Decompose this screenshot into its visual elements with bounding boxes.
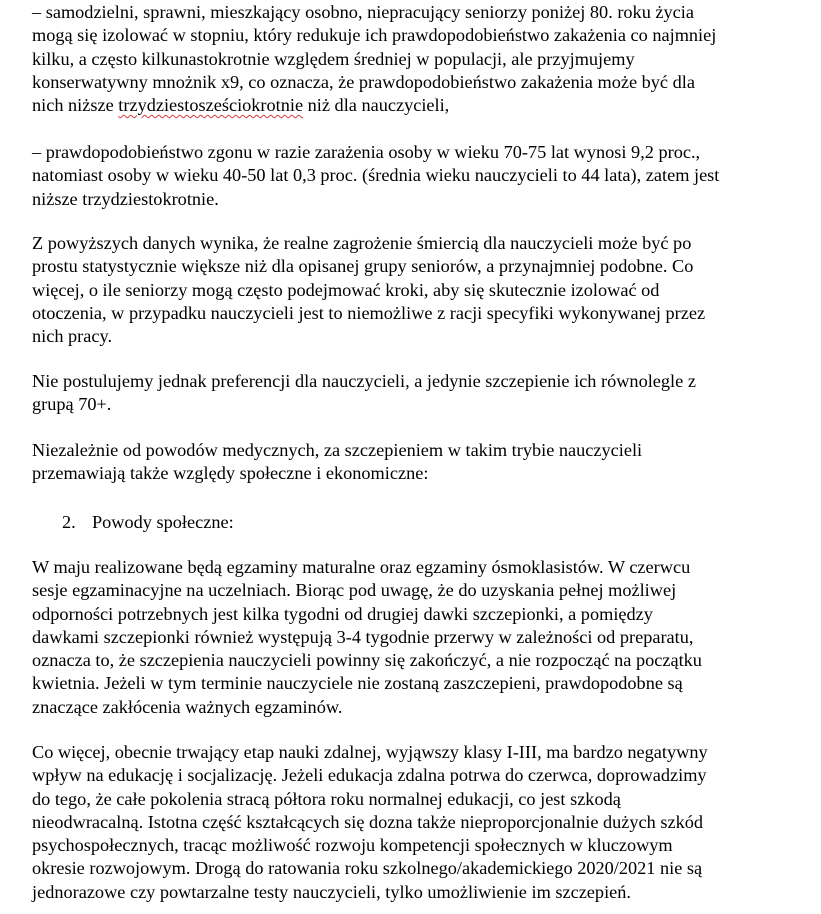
list-item-text: Powody społeczne:	[92, 512, 234, 532]
text-line: do tego, że całe pokolenia stracą półtora roku normalnej edukacji, co jest szkodą	[32, 788, 621, 809]
paragraph-remote-learning	[32, 741, 812, 904]
text-line: otoczenia, w przypadku nauczycieli jest to niemożliwe z racji specyfiki wykonywanej przez	[32, 302, 706, 323]
paragraph-no-preference	[32, 370, 812, 417]
text-line: wpływ na edukację i socjalizację. Jeżeli edukacja zdalna potrwa do czerwca, doprowadzimy	[32, 765, 707, 786]
text-line: grupą 70+.	[32, 394, 112, 415]
text-line: przemawiają także względy społeczne i ekonomiczne:	[32, 463, 429, 484]
text-line: znaczące zakłócenia ważnych egzaminów.	[32, 696, 343, 717]
text-line: prostu statystycznie większe niż dla opisanej grupy seniorów, a przynajmniej podobne. Co	[32, 256, 694, 277]
text-line	[32, 94, 812, 117]
text-line: Co więcej, obecnie trwający etap nauki zdalnej, wyjąwszy klasy I-III, ma bardzo negatywny	[32, 742, 708, 762]
paragraph-seniors-isolation	[32, 1, 812, 117]
spellcheck-flagged-word[interactable]: trzydziestosześciokrotnie	[118, 95, 304, 116]
text-line: Niezależnie od powodów medycznych, za szczepieniem w takim trybie nauczycieli	[32, 440, 643, 460]
text-line: – samodzielni, sprawni, mieszkający osobno, niepracujący seniorzy poniżej 80. roku życia	[32, 2, 694, 22]
text-line: więcej, o ile seniorzy mogą często podejmować kroki, aby się skutecznie izolować od	[32, 279, 660, 300]
text-line: niższe trzydziestokrotnie.	[32, 188, 219, 209]
paragraph-social-economic	[32, 439, 812, 486]
text-line: sesje egzaminacyjne na uczelniach. Biorąc pod uwagę, że do uzyskania pełnej możliwej	[32, 580, 677, 601]
text-fragment: niż dla nauczycieli,	[303, 95, 450, 116]
text-line: natomiast osoby w wieku 40-50 lat 0,3 proc. (średnia wieku nauczycieli to 44 lata), zatem jest	[32, 165, 720, 186]
paragraph-exams	[32, 556, 812, 719]
text-line: W maju realizowane będą egzaminy maturalne oraz egzaminy ósmoklasistów. W czerwcu	[32, 557, 691, 577]
text-line: odporności potrzebnych jest kilka tygodni od drugiej dawki szczepionki, a pomiędzy	[32, 603, 653, 624]
text-line: psychospołecznych, tracąc możliwość rozwoju kompetencji społecznych w kluczowym	[32, 835, 673, 856]
text-line: nieodwracalną. Istotna część kształcących się dozna także nieproporcjonalnie dużych szkód	[32, 811, 704, 832]
text-line: kilku, a często kilkunastokrotnie względem średniej w populacji, ale przyjmujemy	[32, 48, 635, 69]
text-line: kwietnia. Jeżeli w tym terminie nauczyciele nie zostaną zaszczepieni, prawdopodobne są	[32, 673, 683, 694]
text-line: nich pracy.	[32, 326, 113, 347]
list-item-social-reasons	[62, 511, 234, 534]
list-number: 2.	[62, 512, 76, 532]
text-line: okresie rozwojowym. Drogą do ratowania roku szkolnego/akademickiego 2020/2021 nie są	[32, 858, 703, 879]
text-fragment: nich niższe	[32, 95, 119, 116]
text-line: mogą się izolować w stopniu, który redukuje ich prawdopodobieństwo zakażenia co najmniej	[32, 25, 717, 46]
paragraph-conclusion	[32, 232, 812, 348]
text-line: dawkami szczepionki również występują 3-4 tygodnie przerwy w zależności od preparatu,	[32, 626, 694, 647]
text-line: oznacza to, że szczepienia nauczycieli powinny się zakończyć, a nie rozpocząć na początku	[32, 650, 702, 671]
text-line: konserwatywny mnożnik x9, co oznacza, że prawdopodobieństwo zakażenia może być dla	[32, 71, 695, 92]
text-line: jednorazowe czy powtarzalne testy nauczycieli, tylko umożliwienie im szczepień.	[32, 881, 631, 902]
text-line: Z powyższych danych wynika, że realne zagrożenie śmiercią dla nauczycieli może być po	[32, 233, 692, 253]
text-line: – prawdopodobieństwo zgonu w razie zarażenia osoby w wieku 70-75 lat wynosi 9,2 proc.,	[32, 142, 701, 162]
paragraph-death-probability	[32, 141, 812, 211]
text-line: Nie postulujemy jednak preferencji dla nauczycieli, a jedynie szczepienie ich równolegle z	[32, 371, 696, 391]
